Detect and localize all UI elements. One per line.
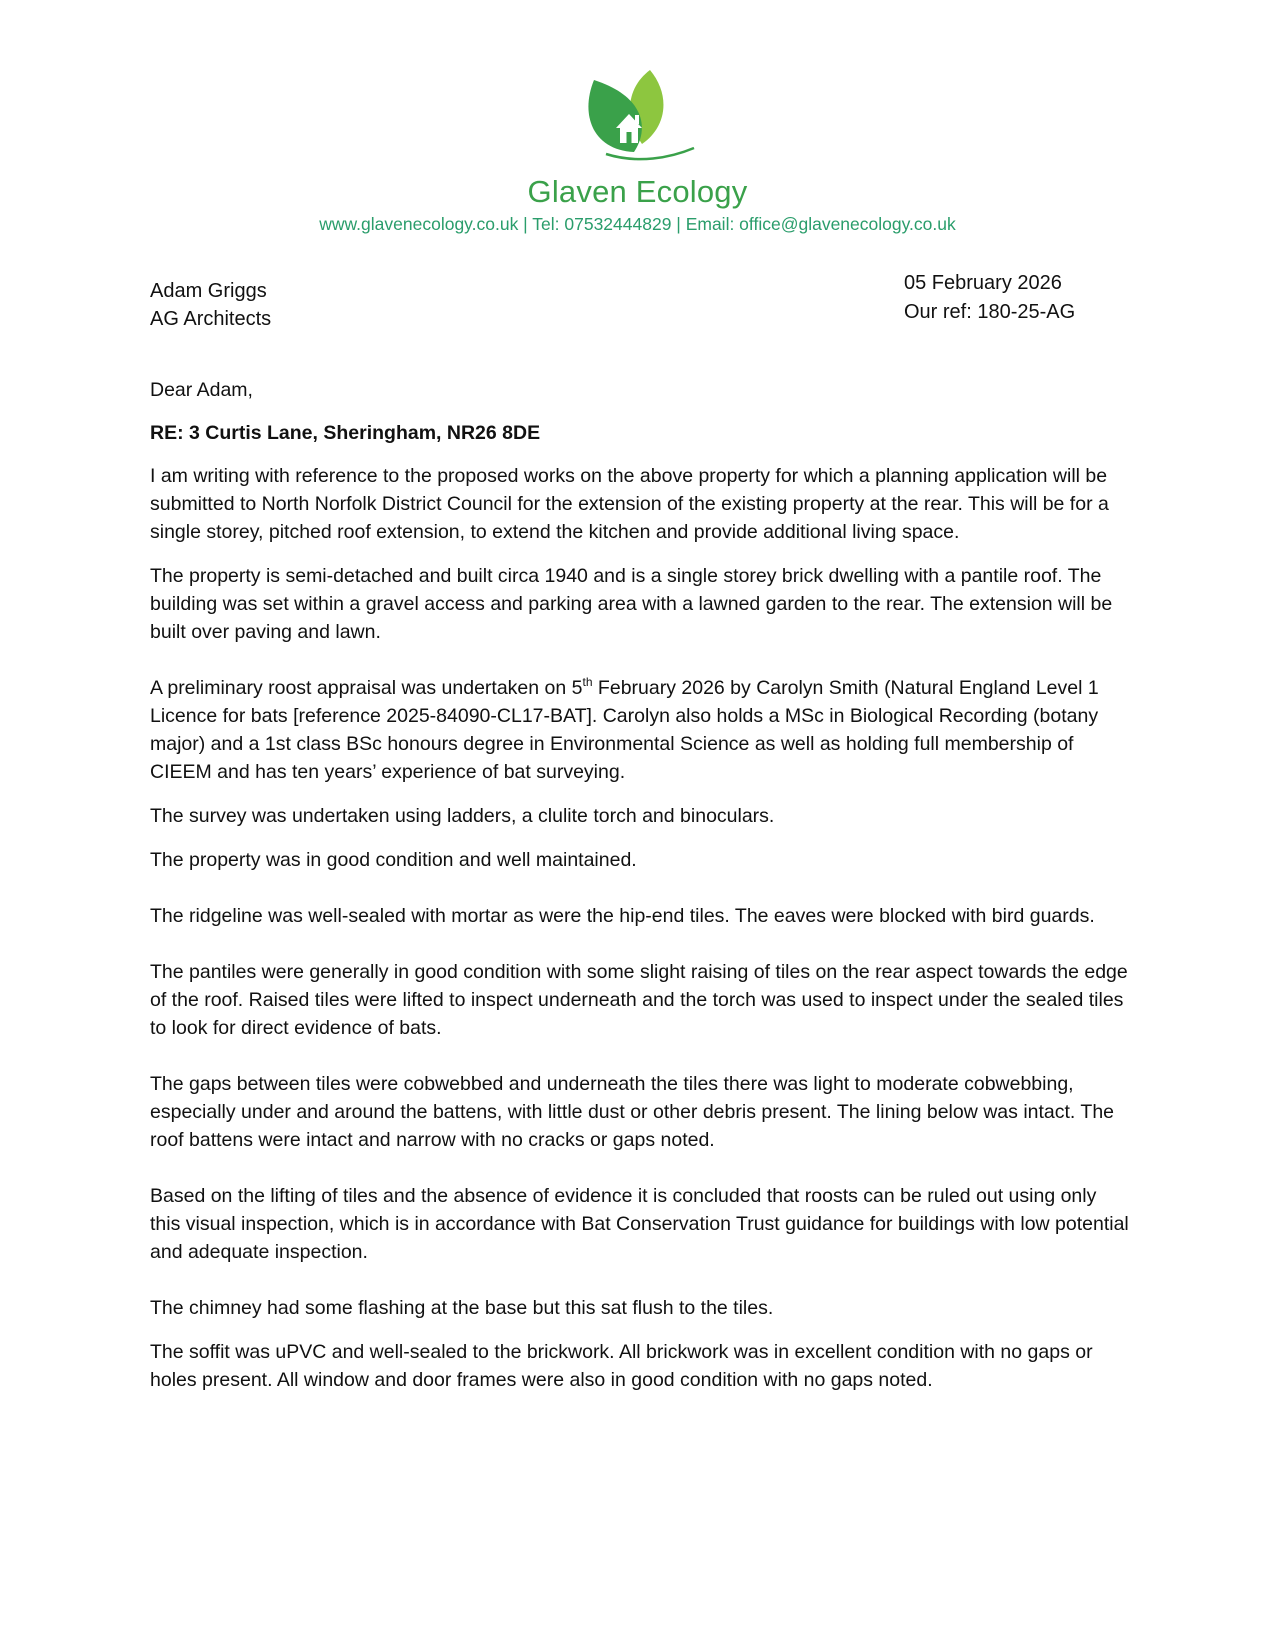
letter-date: 05 February 2026 [904,272,1062,294]
contact-line: www.glavenecology.co.uk | Tel: 07532444829 | Email: office@glavenecology.co.uk [319,214,956,234]
appraisal-text-end: February 2026 by Carolyn Smith (Natural England Level 1 Licence for bats [reference 2025-84090-CL17-BAT]. Carolyn also holds a MSc in Biological Recording (botany major) and a 1st class BSc honours degree in Environmental Science as well as holding full membership of CIEEM and has ten years’ experience of bat surveying. [150,677,1099,783]
paragraph-conclusion: Based on the lifting of tiles and the absence of evidence it is concluded that roosts can be ruled out using only this visual inspection, which is in accordance with Bat Conservation Trust guidance for buildings with low potential and adequate inspection. [150,1185,1129,1263]
paragraph-pantiles: The pantiles were generally in good condition with some slight raising of tiles on the rear aspect towards the edge of the roof. Raised tiles were lifted to inspect underneath and the torch was used to inspect under the sealed tiles to look for direct evidence of bats. [150,961,1128,1039]
paragraph-ridgeline: The ridgeline was well-sealed with mortar as were the hip-end tiles. The eaves were blocked with bird guards. [150,905,1095,927]
paragraph-proposed-works: I am writing with reference to the proposed works on the above property for which a planning application will be submitted to North Norfolk District Council for the extension of the existing property at the rear. This will be for a single storey, pitched roof extension, to extend the kitchen and provide additional living space. [150,465,1109,543]
our-reference: Our ref: 180-25-AG [904,301,1076,323]
date-reference-block [904,269,1075,327]
paragraph-soffit: The soffit was uPVC and well-sealed to the brickwork. All brickwork was in excellent condition with no gaps or holes present. All window and door frames were also in good condition with no gaps noted. [150,1341,1093,1391]
company-name: Glaven Ecology [527,174,748,209]
recipient-company: AG Architects [150,308,272,330]
ordinal-suffix: th [582,675,593,689]
subject-line: RE: 3 Curtis Lane, Sheringham, NR26 8DE [150,422,541,444]
letterhead [0,66,1275,235]
appraisal-text-start: A preliminary roost appraisal was undertaken on 5 [150,677,583,699]
salutation: Dear Adam, [150,379,253,401]
paragraph-gaps-between-tiles: The gaps between tiles were cobwebbed and underneath the tiles there was light to moderate cobwebbing, especially under and around the battens, with little dust or other debris present. The lining below was intact. The roof battens were intact and narrow with no cracks or gaps noted. [150,1073,1115,1151]
recipient-block [150,277,271,333]
paragraph-property-description: The property is semi-detached and built circa 1940 and is a single storey brick dwelling with a pantile roof. The building was set within a gravel access and parking area with a lawned garden to the rear. The extension will be built over paving and lawn. [150,565,1113,643]
paragraph-chimney: The chimney had some flashing at the base but this sat flush to the tiles. [150,1297,774,1319]
paragraph-property-condition: The property was in good condition and well maintained. [150,849,637,871]
leaf-house-logo-icon [578,66,698,170]
recipient-name: Adam Griggs [150,280,267,302]
letter-body [150,376,1130,1394]
paragraph-roost-appraisal [150,674,1130,786]
paragraph-survey-method: The survey was undertaken using ladders, a clulite torch and binoculars. [150,805,775,827]
